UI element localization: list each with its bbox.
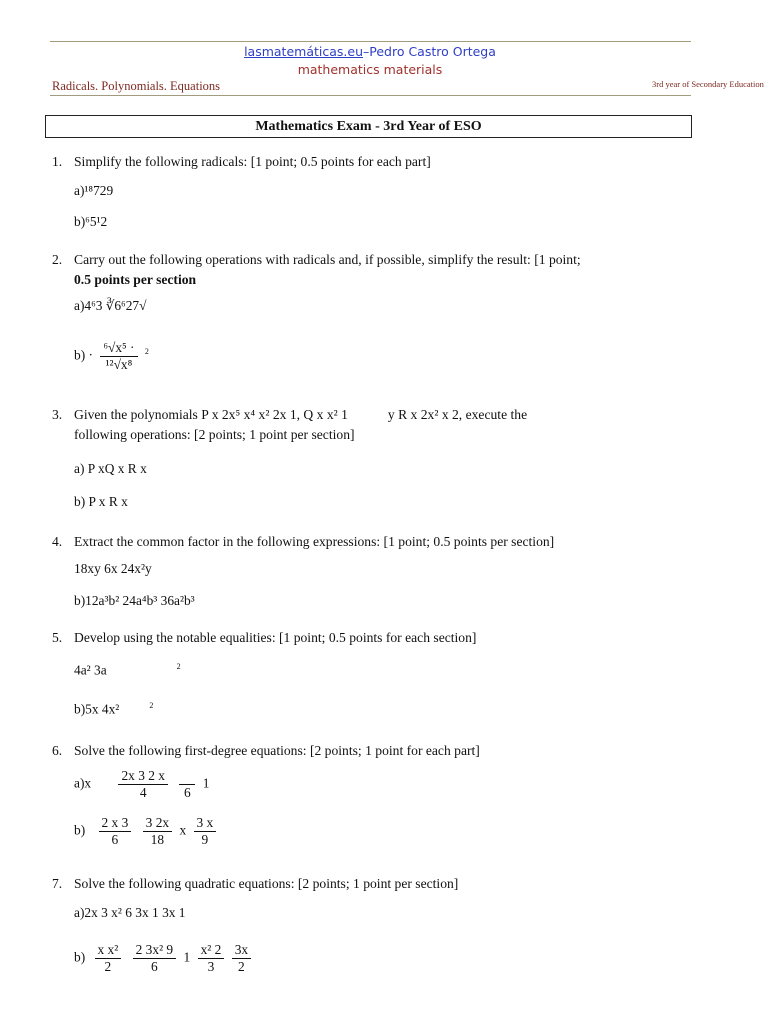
site-link[interactable]: lasmatemáticas.eu: [244, 44, 363, 59]
question-text-a: Given the polynomials P x 2x⁵ x⁴ x² 2x 1, Q x x² 1: [74, 407, 348, 422]
site-header: [0, 44, 740, 59]
question-6-part-b: [74, 815, 220, 848]
fraction: [95, 942, 122, 975]
question-number: 5.: [52, 630, 63, 645]
part-a-text: a)4⁶3 ∛6⁶27√: [74, 298, 147, 313]
part-b-label: b): [74, 949, 86, 965]
question-5-part-b: [74, 701, 153, 717]
part-b-label: b) ·: [74, 347, 93, 363]
part-b-fraction: [100, 340, 137, 373]
question-number: 1.: [52, 154, 63, 169]
fraction-denominator: 18: [150, 832, 165, 847]
fraction: [118, 768, 168, 801]
question-text-c: following operations: [2 points; 1 point per section]: [74, 427, 355, 442]
fraction-numerator: 3 x: [194, 815, 217, 832]
question-2-part-b: [74, 340, 149, 373]
question-5: [52, 628, 717, 648]
part-a-text: a)¹⁸729: [74, 183, 114, 198]
question-3-part-b: [74, 494, 128, 510]
fraction: [194, 815, 217, 848]
question-6-part-a: [74, 768, 209, 801]
topic-label: Radicals. Polynomials. Equations: [52, 79, 221, 93]
question-6: [52, 741, 717, 761]
constant: 1: [183, 949, 191, 965]
question-text: [74, 405, 717, 445]
part-a-text: a)2x 3 x² 6 3x 1 3x 1: [74, 905, 186, 920]
fraction: [198, 942, 225, 975]
fraction: [143, 815, 172, 848]
part-a-text: 4a² 3a: [74, 662, 107, 678]
fraction-denominator: 6: [151, 959, 158, 974]
question-text: Solve the following quadratic equations: [2 points; 1 point per section]: [74, 876, 459, 891]
part-b-text: b)12a³b² 24a⁴b³ 36a²b³: [74, 593, 195, 608]
part-b-text: b)⁶5¹2: [74, 214, 108, 229]
question-number: 4.: [52, 534, 63, 549]
question-number: 2.: [52, 252, 63, 267]
fraction: [232, 942, 251, 975]
question-4-part-b: [74, 593, 195, 609]
fraction-denominator: ¹²√x⁸: [105, 357, 133, 372]
fraction-denominator: 2: [104, 959, 112, 974]
header-bottom-rule: [50, 95, 691, 96]
fraction: [133, 942, 177, 975]
fraction-numerator: 2 3x² 9: [133, 942, 177, 959]
fraction-denominator: 9: [201, 832, 209, 847]
question-text: Solve the following first-degree equations: [2 points; 1 point for each part]: [74, 743, 480, 758]
question-1: [52, 152, 717, 172]
question-number: 3.: [52, 407, 63, 422]
fraction-numerator: x x²: [95, 942, 122, 959]
question-1-part-b: [74, 214, 107, 230]
part-a-label: a)x: [74, 775, 92, 791]
header-top-rule: [50, 41, 691, 42]
fraction-denominator: 2: [238, 959, 245, 974]
question-7-part-a: [74, 905, 186, 921]
question-4-part-a: [74, 561, 152, 577]
exponent: 2: [149, 701, 154, 710]
fraction-denominator: 6: [184, 785, 191, 800]
fraction-numerator: 2 x 3: [99, 815, 132, 832]
question-7-part-b: [74, 942, 255, 975]
fraction-numerator: 3x: [232, 942, 251, 959]
exponent: 2: [176, 662, 181, 671]
question-text: [74, 250, 717, 290]
fraction: [99, 815, 132, 848]
question-text-b: y R x 2x² x 2, execute the: [387, 407, 528, 422]
fraction-numerator: ⁶√x⁵ ·: [100, 340, 137, 357]
part-b-text: b)5x 4x²: [74, 701, 120, 717]
fraction-denominator: 3: [207, 959, 215, 974]
question-number: 7.: [52, 876, 63, 891]
question-text: Simplify the following radicals: [1 point; 0.5 points for each part]: [74, 154, 431, 169]
question-text-bold: 0.5 points per section: [74, 272, 197, 287]
question-3: [52, 405, 717, 445]
question-5-part-a: [74, 662, 181, 678]
site-subtitle: mathematics materials: [297, 62, 443, 77]
variable: x: [179, 822, 187, 838]
part-a-text: 18xy 6x 24x²y: [74, 561, 152, 576]
question-2: [52, 250, 717, 290]
part-a-text: a) P xQ x R x: [74, 461, 147, 476]
question-text-main: Carry out the following operations with radicals and, if possible, simplify the result: [1 point;: [74, 252, 581, 267]
question-text: Develop using the notable equalities: [1 point; 0.5 points for each section]: [74, 630, 477, 645]
fraction-numerator: [179, 768, 195, 785]
question-3-part-a: [74, 461, 147, 477]
constant: 1: [202, 775, 210, 791]
fraction-numerator: 3 2x: [143, 815, 172, 832]
question-1-part-a: [74, 183, 113, 199]
fraction-numerator: 2x 3 2 x: [118, 768, 168, 785]
fraction-denominator: 4: [139, 785, 147, 800]
course-label: 3rd year of Secondary Education: [652, 79, 764, 89]
site-separator: –: [363, 44, 370, 59]
question-number: 6.: [52, 743, 63, 758]
part-b-text: b) P x R x: [74, 494, 128, 509]
exponent: 2: [144, 347, 149, 357]
fraction-denominator: 6: [111, 832, 119, 847]
question-2-part-a: [74, 298, 146, 314]
site-author: Pedro Castro Ortega: [369, 44, 496, 59]
fraction: [179, 768, 195, 801]
question-text: Extract the common factor in the following expressions: [1 point; 0.5 points per section]: [74, 534, 555, 549]
fraction-numerator: x² 2: [198, 942, 225, 959]
part-b-label: b): [74, 822, 86, 838]
question-4: [52, 532, 717, 552]
exam-title: Mathematics Exam - 3rd Year of ESO: [45, 115, 692, 138]
question-7: [52, 874, 717, 894]
